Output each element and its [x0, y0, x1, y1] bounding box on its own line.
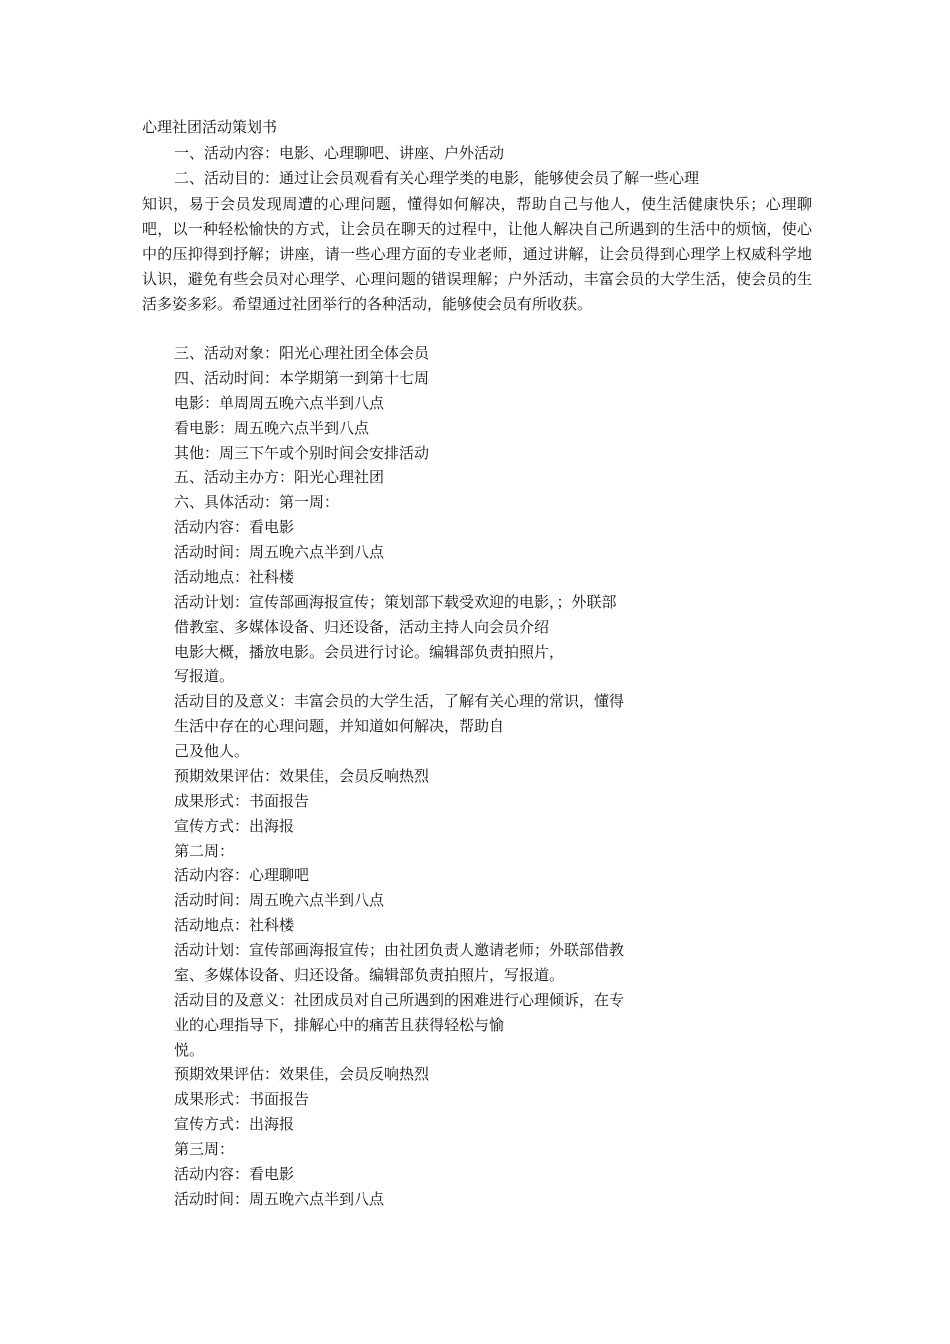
text-line: 其他：周三下午或个别时间会安排活动 [174, 444, 430, 462]
text-line: 悦。 [174, 1041, 205, 1059]
text-line: 成果形式：书面报告 [174, 1090, 310, 1108]
text-line: 活动地点：社科楼 [174, 916, 295, 934]
text-line: 借教室、多媒体设备、归还设备，活动主持人向会员介绍 [174, 618, 550, 636]
document-title: 心理社团活动策划书 [142, 118, 278, 136]
text-line: 第二周： [174, 842, 235, 860]
text-line: 三、活动对象：阳光心理社团全体会员 [174, 344, 430, 362]
text-line: 活动地点：社科楼 [174, 568, 295, 586]
text-line: 活动内容：看电影 [174, 518, 295, 536]
text-line: 电影：单周周五晚六点半到八点 [174, 394, 385, 412]
text-line: 活动目的及意义：社团成员对自己所遇到的困难进行心理倾诉，在专 [174, 991, 625, 1009]
text-line: 活动内容：心理聊吧 [174, 866, 310, 884]
text-line: 业的心理指导下，排解心中的痛苦且获得轻松与愉 [174, 1016, 505, 1034]
text-line: 活动时间：周五晚六点半到八点 [174, 543, 385, 561]
text-line: 电影大概，播放电影。会员进行讨论。编辑部负责拍照片， [174, 643, 565, 661]
text-line: 活动目的及意义：丰富会员的大学生活，了解有关心理的常识，懂得 [174, 692, 625, 710]
text-line: 活动时间：周五晚六点半到八点 [174, 1190, 385, 1208]
text-line: 六、具体活动：第一周： [174, 493, 340, 511]
text-line: 预期效果评估：效果佳，会员反响热烈 [174, 767, 430, 785]
text-line: 活动内容：看电影 [174, 1165, 295, 1183]
text-line: 五、活动主办方：阳光心理社团 [174, 468, 385, 486]
text-line: 写报道。 [174, 667, 235, 685]
text-line: 生活中存在的心理问题，并知道如何解决，帮助自 [174, 717, 505, 735]
purpose-paragraph: 知识，易于会员发现周遭的心理问题，懂得如何解决，帮助自己与他人，使生活健康快乐；心理聊吧，以一种轻松愉快的方式，让会员在聊天的过程中，让他人解决自己所遇到的生活中的烦恼，使心中的压抑得到抒解；讲座，请一些心理方面的专业老师，通过讲解，让会员得到心理学上权威科学地认识，避免有些会员对心理学、心理问题的错误理解；户外活动，丰富会员的大学生活，使会员的生活多姿多彩。希望通过社团举行的各种活动，能够使会员有所收获。 [142, 195, 812, 313]
text-line: 活动计划：宣传部画海报宣传；策划部下载受欢迎的电影，；外联部 [174, 593, 617, 611]
text-line: 看电影：周五晚六点半到八点 [174, 419, 370, 437]
text-line: 预期效果评估：效果佳，会员反响热烈 [174, 1065, 430, 1083]
text-line: 活动时间：周五晚六点半到八点 [174, 891, 385, 909]
purpose-line: 二、活动目的：通过让会员观看有关心理学类的电影，能够使会员了解一些心理 [174, 169, 700, 187]
content-line: 一、活动内容：电影、心理聊吧、讲座、户外活动 [174, 144, 505, 162]
text-line: 室、多媒体设备、归还设备。编辑部负责拍照片，写报道。 [174, 966, 565, 984]
text-line: 宣传方式：出海报 [174, 817, 295, 835]
text-line: 成果形式：书面报告 [174, 792, 310, 810]
text-line: 宣传方式：出海报 [174, 1115, 295, 1133]
text-line: 四、活动时间：本学期第一到第十七周 [174, 369, 430, 387]
text-line: 第三周： [174, 1140, 235, 1158]
text-line: 己及他人。 [174, 742, 250, 760]
text-line: 活动计划：宣传部画海报宣传；由社团负责人邀请老师；外联部借教 [174, 941, 625, 959]
